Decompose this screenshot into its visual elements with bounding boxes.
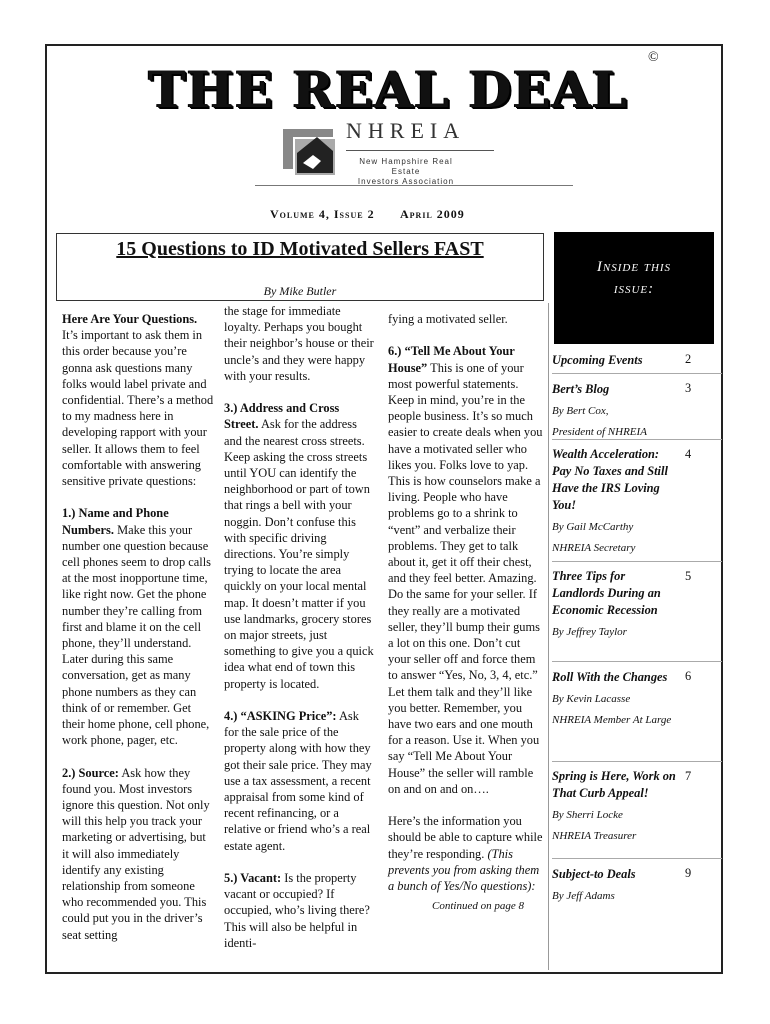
toc-author-line: By Jeff Adams (552, 890, 615, 902)
toc-page-number: 2 (685, 352, 692, 366)
org-subtitle (346, 157, 466, 187)
nhreia-logo-icon (283, 123, 339, 180)
org-name: NHREIA (346, 118, 466, 143)
lead-in: 4.) “ASKING Price”: (224, 709, 337, 724)
paragraph-text: Is the property vacant or occupied? If occupied, who’s living there? This will also be helpful in identi- (224, 871, 370, 950)
paragraph (62, 765, 214, 943)
toc-author-line: By Bert Cox, (552, 405, 609, 417)
continued-link[interactable]: Continued on page 8 (432, 900, 524, 913)
toc-title: Subject-to Deals (552, 867, 636, 881)
lead-in: 3.) Address and Cross Street. (224, 401, 340, 432)
lead-in: 6.) “Tell Me About Your House” (388, 344, 515, 375)
lead-in: 1.) Name and Phone Numbers. (62, 506, 169, 537)
issue-volume: Volume 4, Issue 2 (270, 207, 375, 221)
toc-author-line: NHREIA Treasurer (552, 830, 637, 842)
toc-entry[interactable] (552, 440, 722, 562)
article-title: 15 Questions to ID Motivated Sellers FAST (116, 238, 484, 260)
paragraph-text: Ask how they found you. Most investors ignore this question. Not only will this help you track your marketing or advertising, but it will also immediately identify any existing relationship from someone who recommended you. This could put you in the driver’s seat setting (62, 765, 210, 942)
lead-in: 5.) Vacant: (224, 871, 282, 886)
article-column-2 (224, 303, 376, 967)
toc-author-line: By Jeffrey Taylor (552, 626, 627, 638)
lead-in: Here Are Your Questions. (62, 312, 198, 326)
italic-note: (This prevents you from asking them a bunch of Yes/No questions): (388, 846, 540, 894)
toc-title: Upcoming Events (552, 353, 643, 367)
toc-entry[interactable] (552, 662, 722, 762)
org-subtitle-line: New Hampshire Real Estate (359, 157, 453, 176)
toc-page-number: 9 (685, 866, 692, 880)
toc-title: Three Tips for Landlords During an Economic Recession (552, 569, 661, 617)
paragraph: fying a motivated seller. (388, 312, 508, 326)
toc-author-line: NHREIA Secretary (552, 542, 636, 554)
org-subtitle-line: Investors Association (357, 177, 455, 186)
paragraph-text: Here’s the information you should be able to capture while they’re responding. (388, 814, 543, 861)
paragraph-text: Ask for the address and the nearest cross streets. Keep asking the cross streets until YOU can identify the neighborhood or part of town that rings a bell with your noggin. Don’t confuse this with specific driving directions. You’re simply trying to locate the area quickly on your local mental map. It doesn’t matter if you use landmarks, grocery stores on major streets, just something to give you a quick idea what end of town this property is located. (224, 417, 374, 691)
paragraph (224, 870, 376, 951)
table-of-contents (552, 345, 722, 907)
paragraph (388, 343, 544, 797)
paragraph (224, 400, 376, 692)
lead-in: 2.) Source: (62, 765, 119, 780)
paragraph-text: Make this your number one question because cell phones seem to drop calls at the most inopportune time, like right now. Get the phone number they’re calling from first and blame it on the cell phone, they’ll understand. Later during this same conversation, get as many phone numbers as they can think of or remember. Get their home phone, cell phone, work phone, pager, etc. (62, 522, 211, 748)
newsletter-title: THE REAL DEAL (148, 60, 628, 119)
toc-author-line: NHREIA Member At Large (552, 714, 672, 726)
toc-author-line: By Kevin Lacasse (552, 693, 631, 705)
toc-title: Roll With the Changes (552, 670, 668, 684)
article-column-3 (388, 311, 544, 914)
paragraph (224, 708, 376, 854)
toc-entry[interactable] (552, 562, 722, 662)
toc-entry[interactable] (552, 345, 722, 374)
paragraph (62, 505, 214, 748)
toc-author-line: President of NHREIA (552, 426, 647, 438)
toc-author-line: By Sherri Locke (552, 809, 623, 821)
sidebar-heading-line: issue: (613, 281, 655, 297)
toc-title: Spring is Here, Work on That Curb Appeal! (552, 769, 676, 800)
paragraph-text: Ask for the sale price of the property along with how they got their sale price. They may use a tax assessment, a recent appraisal from some kind of recent refinancing, or a relative or friend who’s a real estate agent. (224, 709, 372, 853)
article-byline: By Mike Butler (263, 284, 337, 298)
masthead-divider (255, 185, 573, 186)
toc-page-number: 3 (685, 381, 692, 395)
toc-page-number: 6 (685, 669, 692, 683)
toc-entry[interactable] (552, 859, 722, 907)
toc-page-number: 5 (685, 569, 692, 583)
toc-page-number: 4 (685, 447, 692, 461)
copyright-mark: © (648, 50, 659, 65)
paragraph (388, 813, 544, 894)
toc-entry[interactable] (552, 374, 722, 440)
toc-title: Wealth Acceleration: Pay No Taxes and Still Have the IRS Loving You! (552, 447, 668, 512)
org-rule (346, 150, 494, 151)
sidebar-heading-line: Inside this (596, 259, 672, 275)
toc-page-number: 7 (685, 769, 692, 783)
paragraph (62, 311, 214, 489)
toc-author-line: By Gail McCarthy (552, 521, 634, 533)
issue-date: April 2009 (400, 207, 465, 221)
article-column-1 (62, 311, 214, 959)
sidebar-heading (554, 256, 714, 300)
toc-title: Bert’s Blog (552, 382, 610, 396)
paragraph-text: This is one of your most powerful statements. Keep in mind, you’re in the people business. It’s so much easier to create deals when you have a motivated seller who likes you. Folks love to yap. This is how counselors make a living. People who have problems go to a shrink to “vent” and verbalize their problems. They get to talk about it, get it off their chest, and they feel better. Amazing. Do the same for your seller. If they really are a motivated seller, they’ll bump their gums a lot on this one. Don’t cut your seller off and force them to answer “Yes, No, 3, 4, etc.” Let them talk and they’ll like you better. Remember, you have two ears and one mouth for a reason. Use it. When you say “Tell Me About Your House” the seller will ramble on and on and on…. (388, 360, 543, 796)
toc-entry[interactable] (552, 762, 722, 859)
sidebar-divider (548, 303, 549, 970)
paragraph-text: It’s important to ask them in this order because you’re gonna ask questions many folks would label private and confidential. There’s a method to my madness here in developing rapport with your seller. It allows them to feel comfortable with answering sensitive private questions: (62, 328, 214, 489)
paragraph: the stage for immediate loyalty. Perhaps you bought their neighbor’s house or their uncle’s and they were happy with your results. (224, 304, 374, 383)
